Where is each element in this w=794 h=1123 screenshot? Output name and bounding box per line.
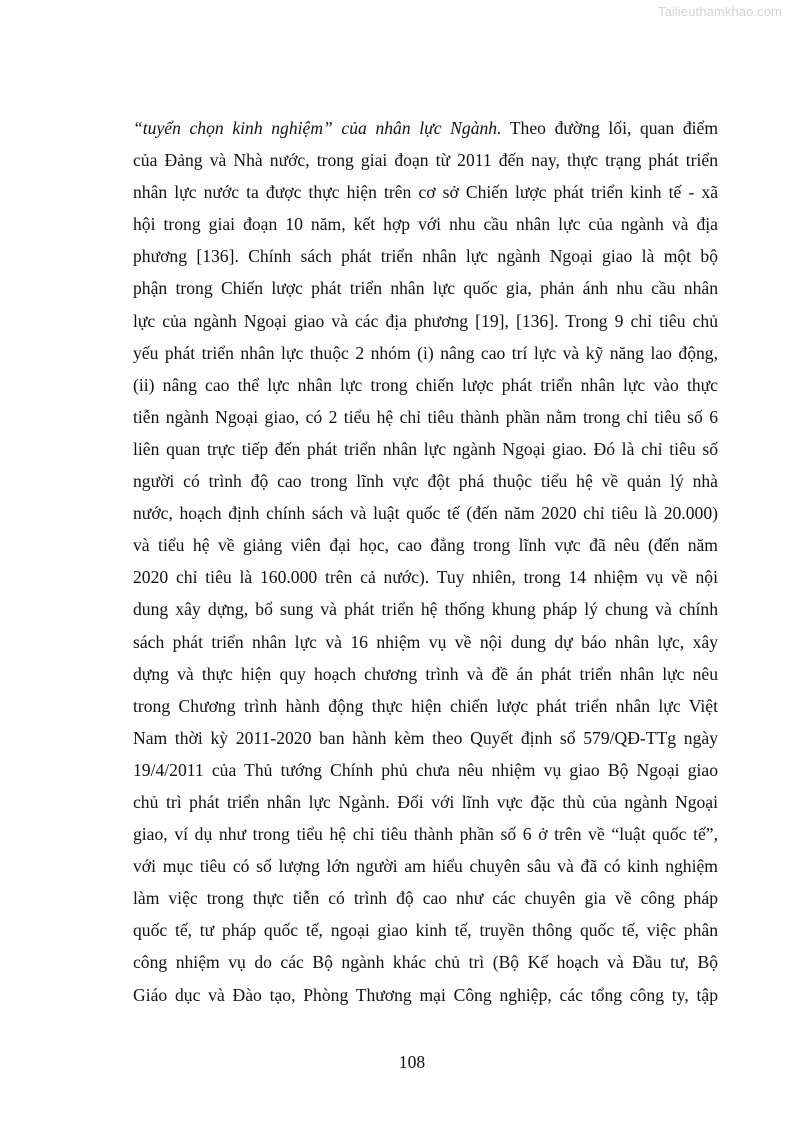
page-number: 108 — [398, 1052, 426, 1072]
text-line: phương [136]. Chính sách phát triển nhân lực ngành Ngoại giao là một bộ — [133, 246, 718, 267]
text-line: Nam thời kỳ 2011-2020 ban hành kèm theo Quyết định số 579/QĐ-TTg ngày — [133, 727, 718, 748]
text-line: lực của ngành Ngoại giao và các địa phương [19], [136]. Trong 9 chỉ tiêu chủ — [133, 310, 718, 331]
text-line: sách phát triển nhân lực và 16 nhiệm vụ về nội dung dự báo nhân lực, xây — [133, 631, 718, 652]
text-line: tiễn ngành Ngoại giao, có 2 tiểu hệ chỉ tiêu thành phần nằm trong chỉ tiêu số 6 — [133, 406, 718, 427]
text-line: yếu phát triển nhân lực thuộc 2 nhóm (i) nâng cao trí lực và kỹ năng lao động, — [133, 342, 718, 363]
text-line: người có trình độ cao trong lĩnh vực đột phá thuộc tiểu hệ về quản lý nhà — [133, 471, 718, 492]
page-body — [133, 112, 718, 1011]
text-line: làm việc trong thực tiễn có trình độ cao như các chuyên gia về công pháp — [133, 888, 718, 909]
text-line: dung xây dựng, bổ sung và phát triển hệ thống khung pháp lý chung và chính — [133, 599, 718, 620]
text-line: với mục tiêu có số lượng lớn người am hiểu chuyên sâu và đã có kinh nghiệm — [133, 856, 718, 877]
text-line: nước, hoạch định chính sách và luật quốc tế (đến năm 2020 chỉ tiêu là 20.000) — [133, 503, 718, 524]
text-line: trong Chương trình hành động thực hiện chiến lược phát triển nhân lực Việt — [133, 695, 718, 716]
text-line: của Đảng và Nhà nước, trong giai đoạn từ 2011 đến nay, thực trạng phát triển — [133, 150, 718, 171]
text-line: giao, ví dụ như trong tiểu hệ chỉ tiêu thành phần số 6 ở trên về “luật quốc tế”, — [133, 824, 718, 845]
text-line: dựng và thực hiện quy hoạch chương trình và đề án phát triển nhân lực nêu — [133, 663, 718, 684]
text-line: Giáo dục và Đào tạo, Phòng Thương mại Công nghiệp, các tổng công ty, tập — [133, 984, 718, 1005]
text-line: nhân lực nước ta được thực hiện trên cơ sở Chiến lược phát triển kinh tế - xã — [133, 182, 718, 203]
text-line: 19/4/2011 của Thủ tướng Chính phủ chưa nêu nhiệm vụ giao Bộ Ngoại giao — [133, 759, 718, 780]
watermark: Tailieuthamkhao.com — [657, 4, 782, 19]
text-line: (ii) nâng cao thể lực nhân lực trong chiến lược phát triển nhân lực vào thực — [133, 374, 718, 395]
text-line: chủ trì phát triển nhân lực Ngành. Đối với lĩnh vực đặc thù của ngành Ngoại — [133, 791, 718, 812]
text-line: liên quan trực tiếp đến phát triển nhân lực ngành Ngoại giao. Đó là chỉ tiêu số — [133, 438, 718, 459]
italic-quote: “tuyển chọn kinh nghiệm” của nhân lực Ngành. — [133, 118, 502, 138]
text-span: Theo đường lối, quan điểm — [501, 118, 719, 138]
text-line: công nhiệm vụ do các Bộ ngành khác chủ trì (Bộ Kế hoạch và Đầu tư, Bộ — [133, 952, 718, 973]
text-line — [133, 112, 718, 144]
text-line: phận trong Chiến lược phát triển nhân lực quốc gia, phản ánh nhu cầu nhân — [133, 278, 718, 299]
text-line: 2020 chỉ tiêu là 160.000 trên cả nước). Tuy nhiên, trong 14 nhiệm vụ về nội — [133, 567, 718, 588]
text-line: hội trong giai đoạn 10 năm, kết hợp với nhu cầu nhân lực của ngành và địa — [133, 214, 718, 235]
text-line: quốc tế, tư pháp quốc tế, ngoại giao kinh tế, truyền thông quốc tế, việc phân — [133, 920, 718, 941]
text-line: và tiểu hệ về giảng viên đại học, cao đẳng trong lĩnh vực đã nêu (đến năm — [133, 535, 718, 556]
